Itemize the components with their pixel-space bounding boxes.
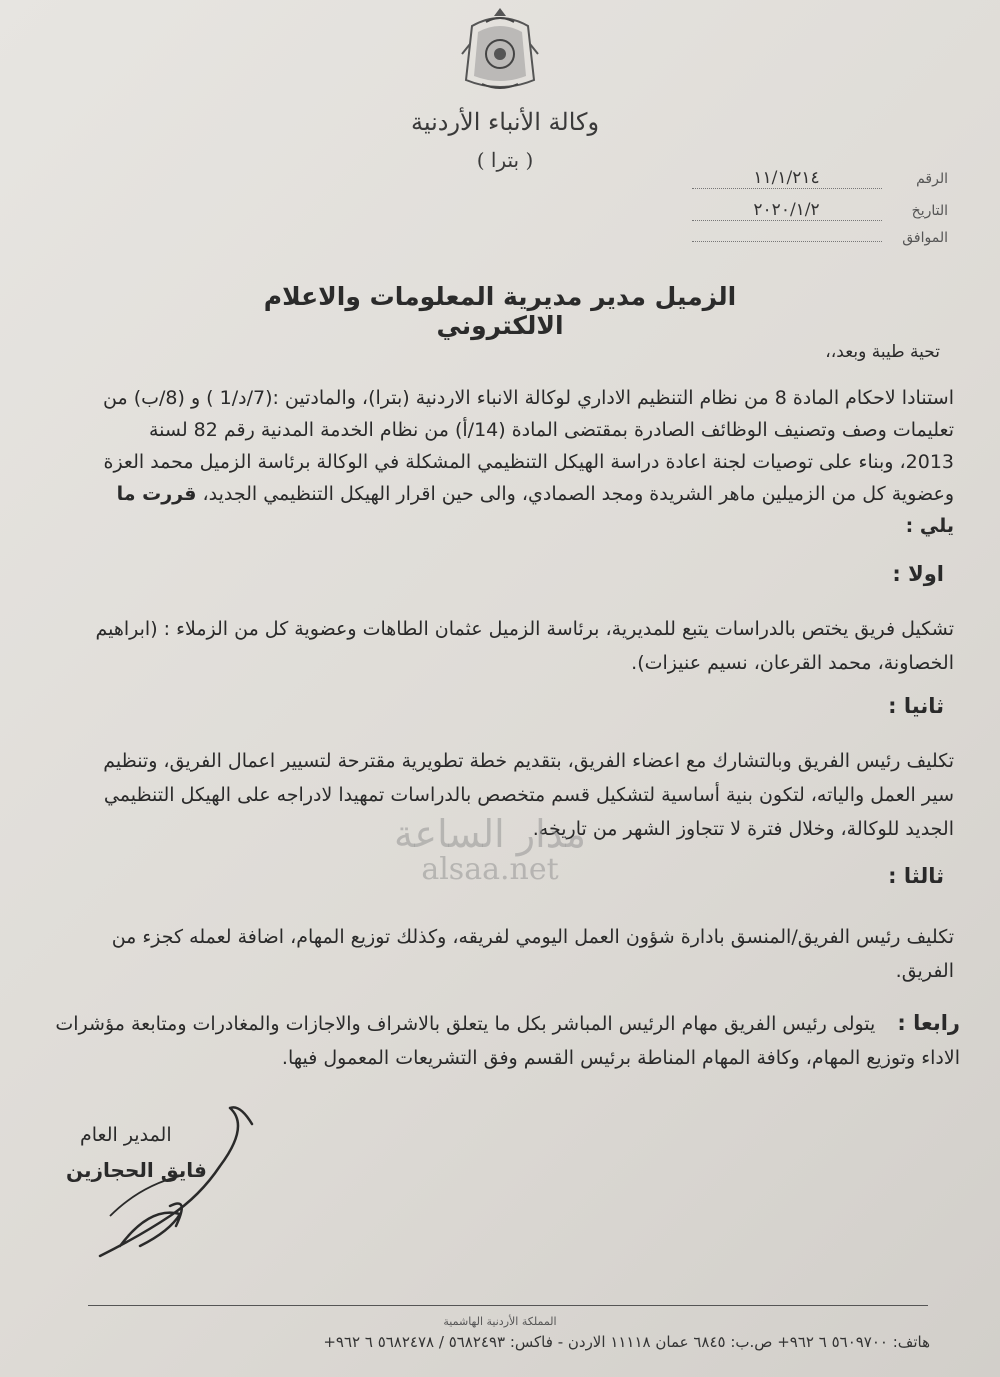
footer-country: المملكة الأردنية الهاشمية xyxy=(443,1315,557,1328)
section-second-text: تكليف رئيس الفريق وبالتشارك مع اعضاء الفريق، بتقديم خطة تطويرية مقترحة لتسيير اعمال الفريق، وتنظيم سير العمل والياته، لتكون بنية أساسية لتشكيل قسم متخصص بالدراسات تمهيدا لادراجه على الهيكل التنظيمي الجديد للوكالة، وخلال فترة لا تتجاوز الشهر من تاريخه. xyxy=(103,750,954,840)
hijri-date-value xyxy=(692,241,882,242)
section-third-heading: ثالثا : xyxy=(888,864,944,888)
section-first-heading: اولا : xyxy=(892,562,944,586)
intro-paragraph xyxy=(96,382,954,542)
jordan-coat-of-arms-icon xyxy=(452,4,548,96)
reference-number-value: ١١/١/٢١٤ xyxy=(692,168,882,189)
date-row xyxy=(668,200,948,221)
footer-contact-line: هاتف: ٥٦٠٩٧٠٠ ٦ ٩٦٢+ ص.ب: ٦٨٤٥ عمان ١١١١٨ الاردن - فاكس: ٥٦٨٢٤٩٣ / ٥٦٨٢٤٧٨ ٦ ٩٦٢+ xyxy=(323,1333,930,1351)
section-second-heading: ثانيا : xyxy=(888,694,944,718)
section-fourth xyxy=(40,1006,960,1075)
date-label: التاريخ xyxy=(911,203,948,219)
date-value: ٢٠٢٠/١/٢ xyxy=(692,200,882,221)
watermark-arabic: مدار الساعة xyxy=(394,812,586,856)
section-fourth-text: يتولى رئيس الفريق مهام الرئيس المباشر بكل ما يتعلق بالاشراف والاجازات والمغادرات ومتابعة مؤشرات الاداء وتوزيع المهام، وكافة المهام المناطة برئيس القسم وفق التشريعات المعمول فيها. xyxy=(55,1013,960,1069)
watermark-latin: alsaa.net xyxy=(421,852,559,887)
footer-divider xyxy=(88,1305,928,1306)
greeting: تحية طيبة وبعد،، xyxy=(825,342,940,362)
section-first-text: تشكيل فريق يختص بالدراسات يتبع للمديرية، برئاسة الزميل عثمان الطاهات وعضوية كل من الزملاء : (ابراهيم الخصاونة، محمد القرعان، نسيم عنيزات). xyxy=(95,618,954,674)
intro-text: استنادا لاحكام المادة 8 من نظام التنظيم الاداري لوكالة الانباء الاردنية (بترا)، والمادتين :(7/د/1 ) و (8/ب) من تعليمات وصف وتصنيف الوظائف الصادرة بمقتضى المادة (14/أ) من نظام الخدمة المدنية رقم 82 لسنة 2013، وبناء على توصيات لجنة اعادة دراسة الهيكل التنظيمي المشكلة في الوكالة برئاسة الزميل محمد العزة وعضوية كل من الزميلين ماهر الشريدة ومجد الصمادي، والى حين اقرار الهيكل التنظيمي الجديد، xyxy=(103,387,954,505)
handwritten-signature-icon xyxy=(80,1096,280,1266)
signatory-name: فايق الحجازين xyxy=(66,1158,207,1182)
section-third-text: تكليف رئيس الفريق/المنسق بادارة شؤون العمل اليومي لفريقه، وكذلك توزيع المهام، اضافة لعمله كجزء من الفريق. xyxy=(111,926,954,982)
agency-short-name: ( بترا ) xyxy=(476,148,534,172)
reference-number-label: الرقم xyxy=(916,171,948,187)
signatory-title: المدير العام xyxy=(80,1124,172,1146)
intro-decision: قررت ما يلي : xyxy=(116,483,954,537)
addressee: الزميل مدير مديرية المعلومات والاعلام الالكتروني xyxy=(263,282,737,340)
hijri-date-label: الموافق xyxy=(902,230,948,246)
section-fourth-heading: رابعا : xyxy=(897,1011,960,1035)
agency-name: وكالة الأنباء الأردنية xyxy=(410,108,600,136)
hijri-date-row xyxy=(668,230,948,246)
watermark xyxy=(360,812,620,887)
reference-number-row xyxy=(668,168,948,189)
